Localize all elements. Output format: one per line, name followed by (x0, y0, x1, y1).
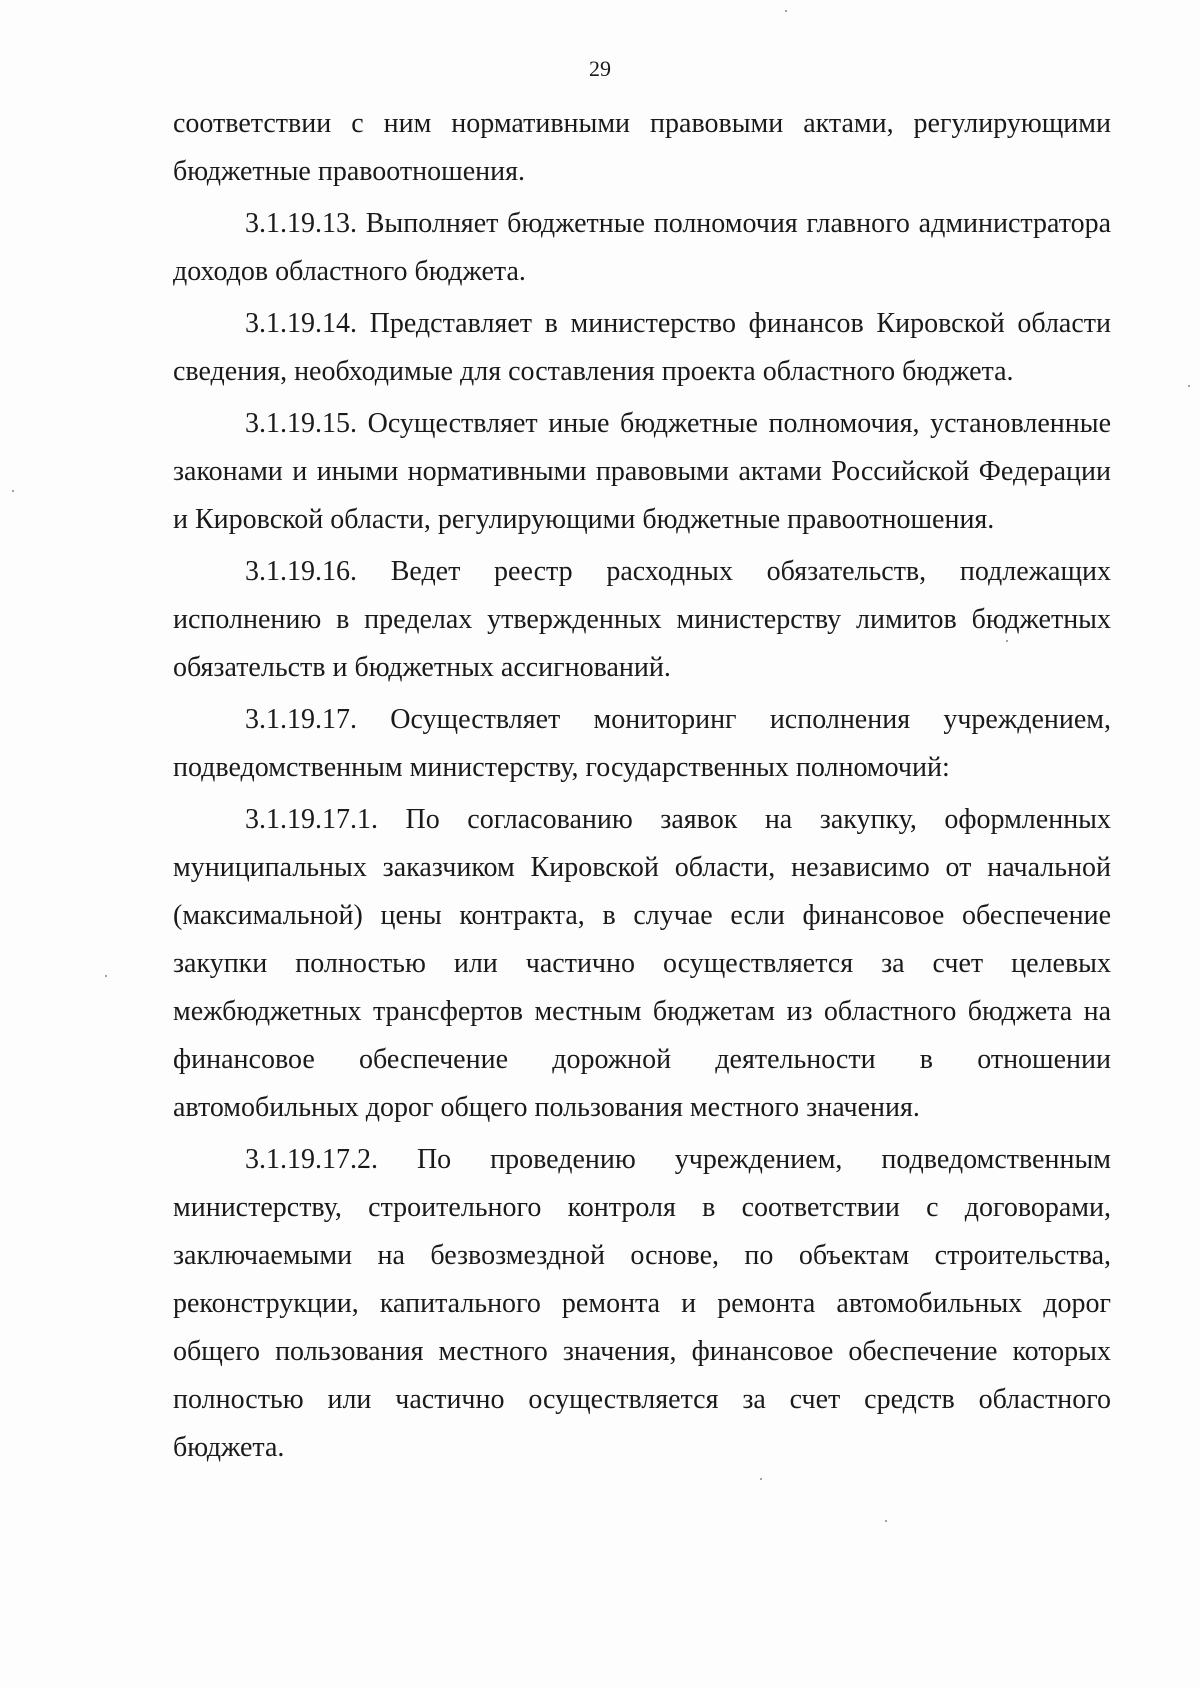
scan-speck (785, 10, 787, 12)
paragraph-3-1-19-16: 3.1.19.16. Ведет реестр расходных обязательств, подлежащих исполнению в пределах утвержденных министерству лимитов бюджетных обязательств и бюджетных ассигнований. (173, 556, 1111, 683)
scan-speck (105, 975, 107, 977)
paragraph-continuation: соответствии с ним нормативными правовыми актами, регулирующими бюджетные правоотношения. (173, 108, 1111, 187)
paragraph-3-1-19-17-1: 3.1.19.17.1. По согласованию заявок на закупку, оформленных муниципальных заказчиком Кировской области, независимо от начальной (максимальной) цены контракта, в случае если финансовое обеспечение закупки полностью или частично осуществляется за счет целевых межбюджетных трансфертов местным бюджетам из областного бюджета на финансовое обеспечение дорожной деятельности в отношении автомобильных дорог общего пользования местного значения. (173, 804, 1111, 1123)
scan-speck (1006, 640, 1008, 642)
page-number: 29 (589, 56, 611, 81)
paragraph-3-1-19-13: 3.1.19.13. Выполняет бюджетные полномочия главного администратора доходов областного бюджета. (173, 208, 1111, 287)
scan-speck (885, 1520, 887, 1522)
paragraph-3-1-19-17-2: 3.1.19.17.2. По проведению учреждением, подведомственным министерству, строительного контроля в соответствии с договорами, заключаемыми на безвозмездной основе, по объектам строительства, реконструкции, капитального ремонта и ремонта автомобильных дорог общего пользования местного значения, финансовое обеспечение которых полностью или частично осуществляется за счет средств областного бюджета. (173, 1144, 1111, 1463)
scan-speck (760, 1478, 762, 1480)
paragraph-3-1-19-14: 3.1.19.14. Представляет в министерство финансов Кировской области сведения, необходимые для составления проекта областного бюджета. (173, 308, 1111, 387)
paragraph-3-1-19-15: 3.1.19.15. Осуществляет иные бюджетные полномочия, установленные законами и иными нормативными правовыми актами Российской Федерации и Кировской области, регулирующими бюджетные правоотношения. (173, 408, 1111, 535)
scan-speck (12, 490, 14, 492)
paragraph-3-1-19-17: 3.1.19.17. Осуществляет мониторинг исполнения учреждением, подведомственным министерству, государственных полномочий: (173, 704, 1111, 783)
scan-speck (1188, 385, 1190, 387)
document-body (173, 100, 1111, 1476)
